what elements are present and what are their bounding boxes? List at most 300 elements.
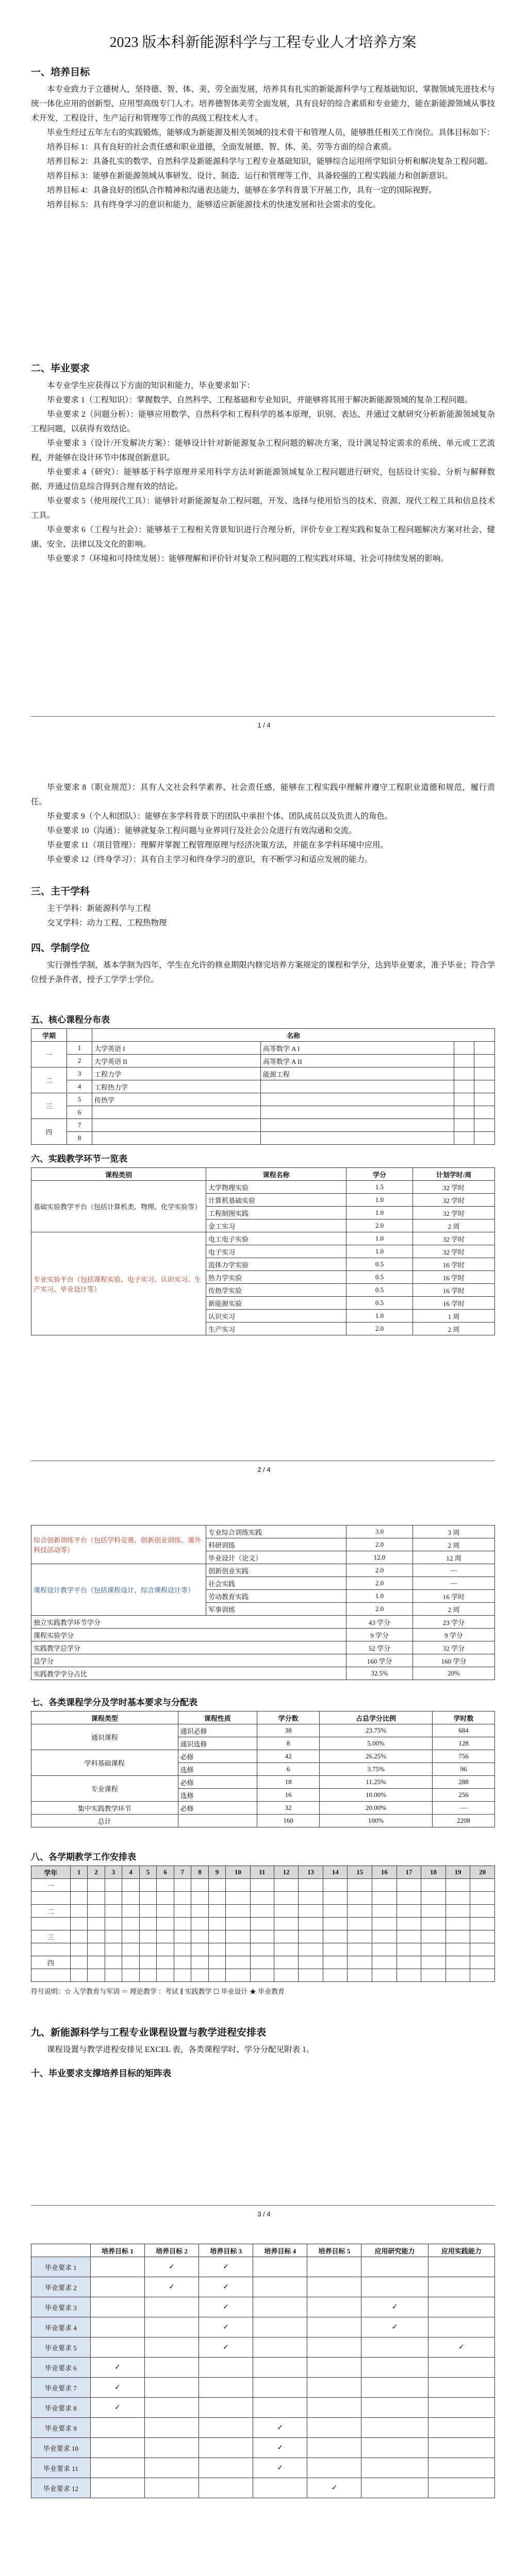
table-cell: 流体力学实验 — [206, 1258, 346, 1271]
table-header: 15 — [348, 1866, 372, 1879]
table-cell — [470, 1969, 495, 1982]
table-cell — [178, 1815, 257, 1827]
table-cell — [260, 1106, 454, 1119]
paragraph: 毕业生经过五年左右的实践锻炼，能够成为新能源及相关领域的技术骨干和管理人员，能够胜任相关工作岗位。具体目标如下： — [47, 128, 495, 137]
check-cell — [199, 2458, 253, 2478]
table-cell: 5 — [67, 1093, 92, 1106]
table-cell — [470, 1956, 495, 1969]
table-cell: 传热学 — [92, 1093, 261, 1106]
table-cell: 三 — [31, 1093, 67, 1119]
check-cell — [253, 2317, 307, 2337]
table-cell: 96 — [433, 1763, 495, 1776]
check-cell — [307, 2438, 361, 2458]
goals-matrix-table — [31, 2244, 495, 2498]
check-cell — [428, 2257, 494, 2277]
table-cell — [372, 1879, 397, 1892]
check-cell — [144, 2458, 199, 2478]
table-cell — [299, 1969, 323, 1982]
table-header: 培养目标 3 — [199, 2244, 253, 2257]
table-cell — [105, 1892, 122, 1905]
table-cell — [88, 1892, 105, 1905]
table-row — [31, 1905, 495, 1918]
table-cell — [70, 1879, 88, 1892]
table-cell: 创新创业实践 — [206, 1564, 346, 1577]
check-cell — [428, 2317, 494, 2337]
table-cell — [157, 1930, 174, 1943]
table-cell — [122, 1956, 140, 1969]
paragraph: 本专业致力于立德树人，坚持德、智、体、美、劳全面发展，培养具有扎实的新能源科学与工程基础知识、掌握领域先进技术与统一体化应用的创新型、应用型高级专门人才。培养德智体美劳全面发展，具有良好的综合素质和专业能力，能在新能源领域从事技术开发、工程设计、生产运行和管理等工作的高级工程技术人才。 — [31, 85, 495, 123]
check-cell — [199, 2418, 253, 2438]
check-cell — [144, 2297, 199, 2317]
table-cell: 认识实习 — [206, 1310, 346, 1323]
check-cell — [361, 2277, 428, 2297]
section-heading-requirements: 二、毕业要求 — [31, 363, 90, 374]
table-cell — [274, 1879, 299, 1892]
table-cell — [122, 1969, 140, 1982]
table-cell — [250, 1905, 274, 1918]
table-cell: 6 — [257, 1763, 320, 1776]
table-cell — [474, 1055, 495, 1067]
table-row — [31, 2378, 495, 2398]
table-cell — [105, 1918, 122, 1930]
table-row — [31, 2478, 495, 2498]
table-cell: 16 学时 — [413, 1297, 495, 1310]
check-cell — [428, 2277, 494, 2297]
check-cell — [361, 2257, 428, 2277]
table-cell: 11.25% — [320, 1776, 433, 1789]
table-cell: 1.0 — [346, 1207, 413, 1219]
table-cell — [421, 1918, 446, 1930]
table-cell — [122, 1943, 140, 1956]
section-heading-course-plan: 九、新能源科学与工程专业课程设置与教学进程安排表 — [31, 2027, 267, 2038]
section-heading-duration: 四、学制学位 — [31, 943, 90, 954]
table-row — [31, 2418, 495, 2438]
table-cell: 工程力学 — [92, 1067, 261, 1080]
table-cell — [122, 1930, 140, 1943]
table-cell — [70, 1969, 88, 1982]
table-cell — [226, 1918, 251, 1930]
table-cell: 16 学时 — [413, 1258, 495, 1271]
table-cell: 9 学分 — [346, 1629, 413, 1641]
table-cell — [397, 1969, 421, 1982]
table-cell: 总计 — [31, 1815, 178, 1827]
table-cell: 23.75% — [320, 1724, 433, 1737]
table-cell — [139, 1943, 157, 1956]
table-cell: 16 学时 — [413, 1590, 495, 1603]
table-cell — [454, 1055, 474, 1067]
paragraph: 培养目标 5：具有终身学习的意识和能力，能够适应新能源技术的快速发展和社会需求的变化。 — [47, 200, 381, 209]
table-cell — [226, 1879, 251, 1892]
table-cell — [372, 1918, 397, 1930]
table-header: 课程类型 — [31, 1711, 178, 1724]
table-cell: 2 周 — [413, 1323, 495, 1335]
check-cell — [90, 2418, 144, 2438]
paragraph: 毕业要求 9（个人和团队）：能够在多学科背景下的团队中承担个体、团队成员以及负责人的角色。 — [47, 812, 393, 821]
table-cell: 传热学实验 — [206, 1284, 346, 1297]
check-cell — [428, 2438, 494, 2458]
table-title-practice: 六、实践教学环节一览表 — [31, 1154, 127, 1164]
table-row — [31, 1892, 495, 1905]
table-cell — [105, 1879, 122, 1892]
table-cell — [470, 1943, 495, 1956]
check-cell — [144, 2337, 199, 2358]
table-cell — [274, 1918, 299, 1930]
paragraph: 毕业要求 1（工程知识）：掌握数学、自然科学、工程基础和专业知识，并能够将其用于解决新能源领域的复杂工程问题。 — [47, 396, 473, 404]
table-cell — [174, 1943, 191, 1956]
table-cell — [348, 1918, 372, 1930]
table-cell: 32 学时 — [413, 1245, 495, 1258]
check-cell — [90, 2317, 144, 2337]
table-cell — [454, 1132, 474, 1145]
check-cell — [361, 2458, 428, 2478]
table-cell — [397, 1943, 421, 1956]
table-cell — [299, 1918, 323, 1930]
paragraph: 毕业要求 8（职业规范）：具有人文社会科学素养、社会责任感，能够在工程实践中理解并遵守工程职业道德和规范，履行责任。 — [31, 783, 495, 806]
check-cell: ✓ — [199, 2317, 253, 2337]
table-cell — [226, 1969, 251, 1982]
table-cell — [421, 1956, 446, 1969]
table-row — [31, 1930, 495, 1943]
semester-schedule-table — [31, 1866, 495, 1982]
table-cell — [274, 1930, 299, 1943]
table-header: 学分数 — [257, 1711, 320, 1724]
table-cell: 毕业要求 10 — [31, 2438, 91, 2458]
table-header: 课程名称 — [206, 1168, 346, 1181]
paragraph: 毕业要求 10（沟通）：能够就复杂工程问题与业界同行及社会公众进行有效沟通和交流。 — [47, 826, 357, 835]
table-cell: 12 周 — [413, 1551, 495, 1564]
check-cell: ✓ — [199, 2277, 253, 2297]
table-cell: 1.0 — [346, 1232, 413, 1245]
table-cell — [208, 1905, 226, 1918]
table-cell — [105, 1956, 122, 1969]
table-cell — [323, 1930, 348, 1943]
table-cell — [454, 1042, 474, 1055]
table-cell — [250, 1879, 274, 1892]
table-cell — [274, 1892, 299, 1905]
table-cell — [31, 1943, 71, 1956]
table-cell — [474, 1119, 495, 1132]
table-cell: 5.00% — [320, 1737, 433, 1750]
table-cell — [454, 1119, 474, 1132]
table-cell — [226, 1892, 251, 1905]
table-cell — [191, 1943, 209, 1956]
table-cell — [348, 1969, 372, 1982]
table-cell — [191, 1930, 209, 1943]
paragraph: 毕业要求 5（使用现代工具）：能够针对新能源复杂工程问题，开发、选择与使用恰当的技术、资源、现代工程工具和信息技术工具。 — [31, 497, 495, 520]
table-cell — [454, 1106, 474, 1119]
check-cell — [307, 2418, 361, 2438]
table-cell — [323, 1892, 348, 1905]
table-cell — [348, 1879, 372, 1892]
table-cell — [250, 1943, 274, 1956]
table-cell — [191, 1879, 209, 1892]
table-cell: 32 学时 — [413, 1232, 495, 1245]
table-cell — [372, 1969, 397, 1982]
table-cell — [208, 1918, 226, 1930]
table-cell — [446, 1956, 470, 1969]
check-cell — [90, 2297, 144, 2317]
table-row — [31, 2317, 495, 2337]
table-header: 10 — [226, 1866, 251, 1879]
table-cell — [299, 1930, 323, 1943]
page-number: 2 / 4 — [257, 1466, 271, 1473]
table-cell — [446, 1969, 470, 1982]
table-cell: 独立实践教学环节学分 — [31, 1616, 346, 1629]
table-cell — [299, 1879, 323, 1892]
table-cell — [474, 1042, 495, 1055]
paragraph: 毕业要求 12（终身学习）：具有自主学习和终身学习的意识，有不断学习和适应发展的能力。 — [47, 855, 373, 864]
table-cell: 毕业要求 6 — [31, 2358, 91, 2378]
table-cell — [470, 1930, 495, 1943]
table-cell — [250, 1918, 274, 1930]
table-row — [31, 1956, 495, 1969]
table-cell: 684 — [433, 1724, 495, 1737]
check-cell — [144, 2358, 199, 2378]
table-cell — [208, 1930, 226, 1943]
table-cell: 基础实验教学平台（包括计算机类、物理、化学实验等） — [31, 1181, 206, 1232]
check-cell — [144, 2398, 199, 2418]
check-cell — [361, 2438, 428, 2458]
table-cell — [299, 1956, 323, 1969]
table-cell: 毕业要求 12 — [31, 2478, 91, 2498]
check-cell — [307, 2378, 361, 2398]
table-cell: 通识必修 — [178, 1724, 257, 1737]
table-cell: 1.5 — [346, 1181, 413, 1194]
table-cell — [397, 1918, 421, 1930]
table-cell — [31, 1918, 71, 1930]
table-cell: 2.0 — [346, 1603, 413, 1616]
table-cell — [454, 1067, 474, 1080]
table-row — [31, 2337, 495, 2358]
table-cell: 42 — [257, 1750, 320, 1763]
table-row — [31, 2358, 495, 2378]
table-row — [31, 1943, 495, 1956]
check-cell — [428, 2398, 494, 2418]
table-header: 20 — [470, 1866, 495, 1879]
check-cell — [307, 2398, 361, 2418]
check-cell — [90, 2277, 144, 2297]
table-cell — [157, 1943, 174, 1956]
table-cell — [323, 1879, 348, 1892]
table-header: 5 — [139, 1866, 157, 1879]
table-header — [31, 2244, 91, 2257]
check-cell — [428, 2478, 494, 2498]
table-cell — [397, 1892, 421, 1905]
table-cell — [446, 1930, 470, 1943]
table-cell — [31, 1892, 71, 1905]
table-header — [67, 1029, 92, 1042]
table-row — [31, 2257, 495, 2277]
paragraph: 培养目标 3：能够在新能源领域从事研发、设计、制造、运行和管理等工作，具备较强的工程实践能力和创新意识。 — [47, 172, 453, 180]
check-cell — [307, 2277, 361, 2297]
table-cell: 0.5 — [346, 1258, 413, 1271]
check-cell: ✓ — [253, 2438, 307, 2458]
table-row — [31, 2438, 495, 2458]
table-title-credits: 七、各类课程学分及学时基本要求与分配表 — [31, 1698, 197, 1707]
paragraph: 培养目标 2：具备扎实的数学、自然科学及新能源科学与工程专业基础知识，能够综合运用所学知识分析和解决复杂工程问题。 — [47, 157, 493, 166]
table-cell: 1.0 — [346, 1245, 413, 1258]
table-cell: 生产实习 — [206, 1323, 346, 1335]
table-cell — [139, 1969, 157, 1982]
table-cell — [157, 1905, 174, 1918]
table-cell: 26.25% — [320, 1750, 433, 1763]
paragraph: 毕业要求 7（环境和可持续发展）：能够理解和评价针对复杂工程问题的工程实践对环境、社会可持续发展的影响。 — [47, 554, 449, 563]
table-cell — [274, 1956, 299, 1969]
paragraph: 毕业要求 6（工程与社会）：能够基于工程相关背景知识进行合理分析，评价专业工程实践和复杂工程问题解决方案对社会、健康、安全、法律以及文化的影响。 — [31, 526, 495, 549]
table-cell: 社会实践 — [206, 1577, 346, 1590]
table-header: 6 — [157, 1866, 174, 1879]
table-cell — [421, 1943, 446, 1956]
table-cell — [474, 1093, 495, 1106]
table-cell — [372, 1943, 397, 1956]
table-header: 11 — [250, 1866, 274, 1879]
table-cell: 毕业要求 5 — [31, 2337, 91, 2358]
table-cell — [157, 1892, 174, 1905]
table-cell — [70, 1930, 88, 1943]
paragraph: 毕业要求 3（设计/开发解决方案）：能够设计针对新能源复杂工程问题的解决方案，设计满足特定需求的系统、单元或工艺流程，并能够在设计环节中体现创新意识。 — [31, 439, 495, 462]
table-cell — [157, 1956, 174, 1969]
check-cell — [253, 2398, 307, 2418]
table-cell — [397, 1956, 421, 1969]
table-cell — [260, 1093, 454, 1106]
table-row — [31, 2297, 495, 2317]
table-cell — [421, 1905, 446, 1918]
table-cell — [191, 1969, 209, 1982]
table-cell — [250, 1892, 274, 1905]
table-cell: 毕业要求 7 — [31, 2378, 91, 2398]
section-heading-disciplines: 三、主干学科 — [31, 886, 90, 897]
core-course-table — [31, 1028, 495, 1145]
table-cell: 电工电子实验 — [206, 1232, 346, 1245]
table-cell: 大学英语 I — [92, 1042, 261, 1055]
table-cell: 一 — [31, 1879, 71, 1892]
table-cell — [88, 1943, 105, 1956]
check-cell — [307, 2317, 361, 2337]
paragraph: 毕业要求 11（项目管理）：理解并掌握工程管理原理与经济决策方法，并能在多学科环境中应用。 — [47, 841, 389, 850]
table-header: 16 — [372, 1866, 397, 1879]
page-number: 3 / 4 — [257, 2210, 271, 2218]
table-cell: 12.0 — [346, 1551, 413, 1564]
table-header: 学年 — [31, 1866, 71, 1879]
paragraph: 交叉学科：动力工程、工程热物理 — [47, 919, 167, 927]
table-cell: 2 周 — [413, 1603, 495, 1616]
table-cell — [92, 1119, 261, 1132]
check-cell — [253, 2277, 307, 2297]
table-header: 13 — [299, 1866, 323, 1879]
table-cell: 课程设计教学平台（包括课程设计、综合课程设计等） — [31, 1564, 206, 1616]
table-cell: 32 学分 — [413, 1641, 495, 1654]
schedule-legend: 符号说明：☆ 入学教育与军训 ＝ 理论教学 ：考试 ∥ 实践教学 ☐ 毕业设计 ★ 毕业教育 — [31, 1988, 285, 1995]
table-cell — [208, 1892, 226, 1905]
check-cell — [90, 2458, 144, 2478]
table-header: 3 — [105, 1866, 122, 1879]
table-cell — [348, 1905, 372, 1918]
table-cell — [323, 1905, 348, 1918]
table-cell — [92, 1132, 261, 1145]
table-cell — [446, 1918, 470, 1930]
table-cell: 16 — [257, 1789, 320, 1802]
table-cell: 选修 — [178, 1763, 257, 1776]
table-cell: 38 — [257, 1724, 320, 1737]
credits-table — [31, 1711, 495, 1827]
table-header: 名称 — [92, 1029, 495, 1042]
table-header: 8 — [191, 1866, 209, 1879]
table-cell — [191, 1892, 209, 1905]
check-cell — [428, 2418, 494, 2438]
table-cell: 毕业要求 4 — [31, 2317, 91, 2337]
table-cell — [470, 1879, 495, 1892]
table-cell — [446, 1943, 470, 1956]
table-cell: 高等数学 A II — [260, 1055, 454, 1067]
table-cell — [260, 1132, 454, 1145]
table-cell: 32 — [257, 1802, 320, 1815]
table-cell — [105, 1905, 122, 1918]
check-cell: ✓ — [90, 2378, 144, 2398]
table-cell: 选修 — [178, 1789, 257, 1802]
check-cell: ✓ — [199, 2337, 253, 2358]
table-cell: 8 — [67, 1132, 92, 1145]
table-cell — [105, 1969, 122, 1982]
table-cell: 毕业设计（论文） — [206, 1551, 346, 1564]
table-cell: 计算机基础实验 — [206, 1194, 346, 1207]
table-cell — [348, 1892, 372, 1905]
table-cell — [397, 1930, 421, 1943]
table-cell: 2 — [67, 1055, 92, 1067]
check-cell — [253, 2478, 307, 2498]
check-cell — [144, 2418, 199, 2438]
table-header: 占总学分比例 — [320, 1711, 433, 1724]
check-cell — [361, 2358, 428, 2378]
table-cell — [191, 1905, 209, 1918]
table-cell: 32 学时 — [413, 1207, 495, 1219]
table-header: 课程性质 — [178, 1711, 257, 1724]
table-title-core-courses: 五、核心课程分布表 — [31, 1015, 110, 1025]
table-cell — [274, 1943, 299, 1956]
table-header: 应用实践能力 — [428, 2244, 494, 2257]
table-cell: 新能源实验 — [206, 1297, 346, 1310]
document-title: 2023 版本科新能源科学与工程专业人才培养方案 — [109, 35, 417, 50]
table-header: 培养目标 5 — [307, 2244, 361, 2257]
table-cell: 毕业要求 1 — [31, 2257, 91, 2277]
table-cell — [88, 1905, 105, 1918]
table-cell — [274, 1905, 299, 1918]
table-header: 学分 — [346, 1168, 413, 1181]
table-header: 4 — [122, 1866, 140, 1879]
table-cell: — — [413, 1577, 495, 1590]
table-cell — [348, 1930, 372, 1943]
table-row — [31, 2458, 495, 2478]
paragraph: 实行弹性学制，基本学制为四年，学生在允许的修业期限内修完培养方案规定的课程和学分，达到毕业要求，准予毕业；符合学位授予条件者，授予工学学士学位。 — [31, 961, 495, 984]
check-cell: ✓ — [199, 2257, 253, 2277]
table-cell — [446, 1905, 470, 1918]
table-cell: 课程实验学分 — [31, 1629, 346, 1641]
practice-table — [31, 1167, 495, 1335]
table-cell: 军事训练 — [206, 1603, 346, 1616]
table-cell — [470, 1892, 495, 1905]
check-cell — [253, 2358, 307, 2378]
page-number: 1 / 4 — [257, 721, 271, 729]
table-cell: 2.0 — [346, 1538, 413, 1551]
table-header: 7 — [174, 1866, 191, 1879]
table-cell: 7 — [67, 1119, 92, 1132]
table-cell: 专业综合训练实践 — [206, 1526, 346, 1538]
table-cell — [208, 1879, 226, 1892]
table-cell — [174, 1930, 191, 1943]
table-cell: 科研训练 — [206, 1538, 346, 1551]
table-cell — [208, 1943, 226, 1956]
check-cell: ✓ — [361, 2297, 428, 2317]
check-cell — [428, 2458, 494, 2478]
